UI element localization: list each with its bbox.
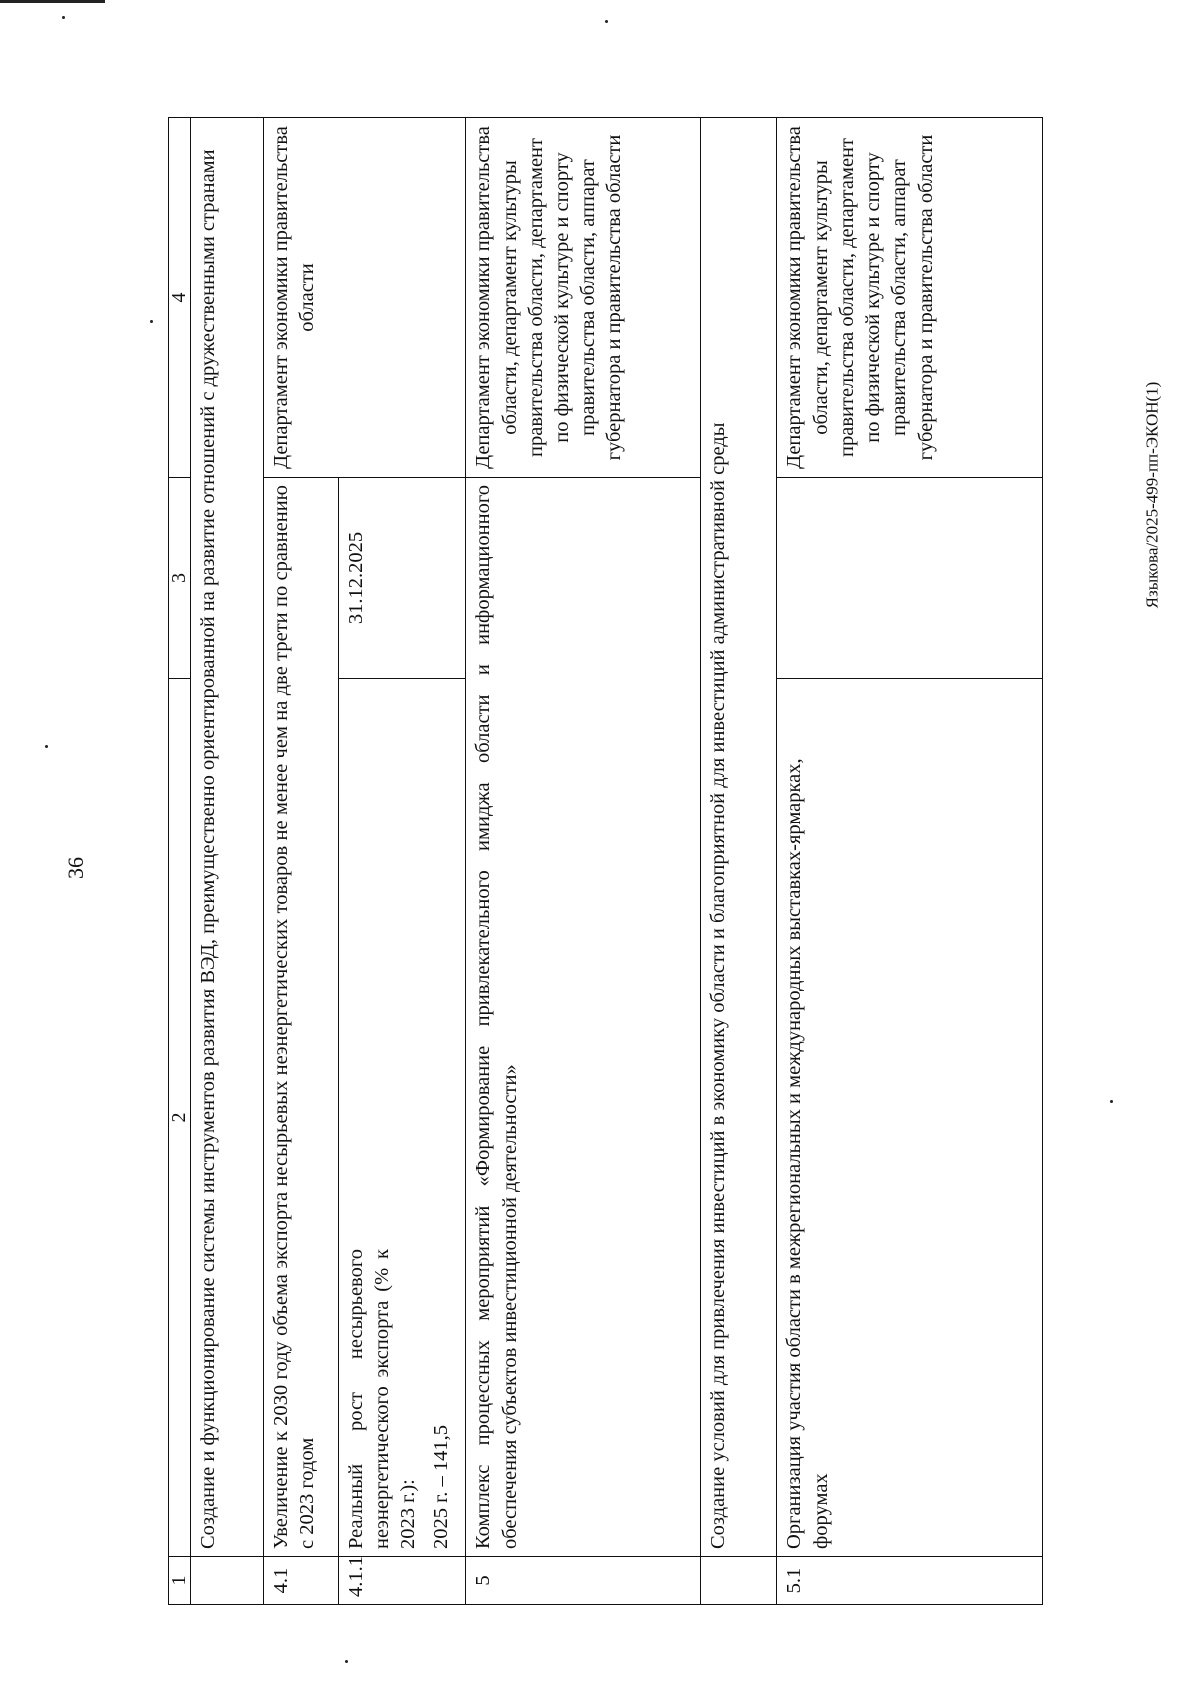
row-number-cell xyxy=(700,1557,776,1605)
scan-speck xyxy=(62,16,65,19)
rotated-table-frame xyxy=(168,118,1043,1605)
scan-speck xyxy=(150,320,153,323)
deadline-date xyxy=(777,478,1043,679)
responsible-executor: Департамент экономики правительства области xyxy=(263,118,466,478)
scan-speck xyxy=(45,745,48,748)
scan-edge-mark xyxy=(0,0,105,3)
indicator-cell xyxy=(338,679,465,1557)
responsible-executor: Департамент экономики правительства области, департамент культуры правительства области, департамент по физической культуре и спорту правительства области, аппарат губернатора и правительства области xyxy=(466,118,701,478)
column-number: 1 xyxy=(169,1557,191,1605)
row-number-cell: 5.1 xyxy=(777,1557,1043,1605)
section-title: Создание условий для привлечения инвестиций в экономику области и благоприятной для инвестиций административной среды xyxy=(700,118,776,1557)
page-number: 36 xyxy=(63,857,88,879)
column-number: 4 xyxy=(169,118,191,478)
task-description: Организация участия области в межрегиональных и международных выставках-ярмарках, форумах xyxy=(777,679,1043,1557)
footer-code: Языкова/2025-499-пп-ЭКОН(1) xyxy=(1142,381,1162,609)
scan-speck xyxy=(605,20,608,23)
task-row xyxy=(777,118,1043,1605)
column-number: 3 xyxy=(169,478,191,679)
row-number-cell: 4.1 xyxy=(263,1557,338,1605)
responsible-executor: Департамент экономики правительства области, департамент культуры правительства области, департамент по физической культуре и спорту правительства области, аппарат губернатора и правительства области xyxy=(777,118,1043,478)
section-row xyxy=(191,118,263,1605)
scan-speck xyxy=(345,1660,348,1663)
column-number-row xyxy=(169,118,191,1605)
indicator-value: 2025 г. – 141,5 xyxy=(429,1425,452,1549)
activity-complex-title: Комплекс процессных мероприятий «Формирование привлекательного имиджа области и информационного обеспечения субъектов инвестиционной деятельности» xyxy=(466,478,701,1557)
deadline-date: 31.12.2025 xyxy=(338,478,465,679)
section-title: Создание и функционирование системы инструментов развития ВЭД, преимущественно ориентированной на развитие отношений с дружественными странами xyxy=(191,118,263,1557)
measures-table xyxy=(168,117,1043,1605)
row-number-cell xyxy=(191,1557,263,1605)
indicator-description: Реальный рост несырьевого неэнергетического экспорта (% к 2023 г.): xyxy=(344,1249,420,1549)
activity-complex-row xyxy=(466,118,701,1605)
row-number-cell: 4.1.1 xyxy=(338,1557,465,1605)
scan-speck xyxy=(1110,1100,1113,1103)
section-row xyxy=(700,118,776,1605)
row-number-cell: 5 xyxy=(466,1557,701,1605)
column-number: 2 xyxy=(169,679,191,1557)
task-row xyxy=(263,118,338,1605)
task-description: Увеличение к 2030 году объема экспорта несырьевых неэнергетических товаров не менее чем на две трети по сравнению с 2023 годом xyxy=(263,478,338,1557)
